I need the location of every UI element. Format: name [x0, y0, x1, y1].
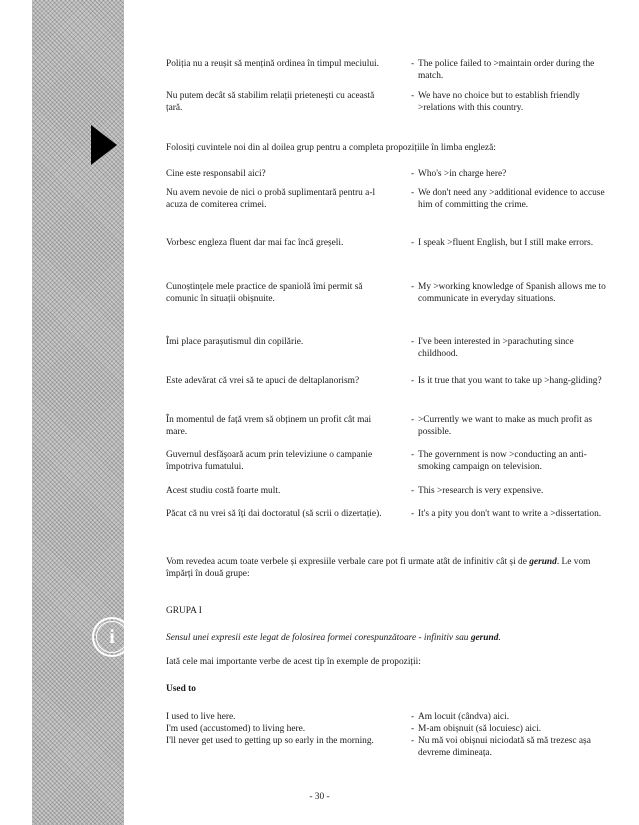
- english-sentence: - Who's >in charge here?: [411, 169, 507, 179]
- english-sentence: - I speak >fluent English, but I still make errors.: [411, 238, 594, 248]
- romanian-sentence: Acest studiu costă foarte mult.: [166, 486, 281, 496]
- romanian-sentence: Îmi place parașutismul din copilărie.: [166, 337, 304, 347]
- english-example: I used to live here.: [166, 712, 236, 722]
- english-sentence: - We have no choice but to establish friendly >relations with this country.: [411, 91, 580, 113]
- english-sentence: - My >working knowledge of Spanish allows me to communicate in everyday situations.: [411, 282, 606, 304]
- used-to-heading: Used to: [166, 684, 196, 694]
- review-paragraph: Vom revedea acum toate verbele și expresiile verbale care pot fi urmate atât de infinitiv cât și de gerund. Le vom împărți în două grupe:: [166, 557, 591, 579]
- english-sentence: - The police failed to >maintain order during the match.: [411, 59, 595, 81]
- romanian-sentence: Poliția nu a reușit să mențină ordinea în timpul meciului.: [166, 59, 379, 69]
- english-sentence: - This >research is very expensive.: [411, 486, 544, 496]
- info-icon: i: [92, 617, 132, 657]
- romanian-translation: - M-am obișnuit (să locuiesc) aici.: [411, 724, 542, 734]
- english-example: I'll never get used to getting up so early in the morning.: [166, 736, 374, 746]
- romanian-sentence: Guvernul desfășoară acum prin televiziune o campanie împotriva fumatului.: [166, 450, 373, 472]
- romanian-sentence: Păcat că nu vrei să îți dai doctoratul (să scrii o dizertație).: [166, 509, 382, 519]
- romanian-sentence: În momentul de față vrem să obținem un profit cât mai mare.: [166, 415, 372, 437]
- romanian-translation: - Nu mă voi obișnui niciodată să mă trezesc așa devreme dimineața.: [411, 736, 591, 758]
- english-sentence: - >Currently we want to make as much profit as possible.: [411, 415, 592, 437]
- english-sentence: - Is it true that you want to take up >hang-gliding?: [411, 376, 602, 386]
- romanian-sentence: Este adevărat că vrei să te apuci de deltaplanorism?: [166, 376, 360, 386]
- english-sentence: - The government is now >conducting an anti-smoking campaign on television.: [411, 450, 587, 472]
- english-example: I'm used (accustomed) to living here.: [166, 724, 306, 734]
- english-sentence: - We don't need any >additional evidence to accuse him of committing the crime.: [411, 188, 605, 210]
- decorative-side-band: [32, 0, 124, 825]
- english-sentence: - It's a pity you don't want to write a >dissertation.: [411, 509, 602, 519]
- romanian-sentence: Vorbesc engleza fluent dar mai fac încă greșeli.: [166, 238, 344, 248]
- page-number: - 30 -: [309, 792, 330, 802]
- romanian-sentence: Nu putem decât să stabilim relații prietenești cu această țară.: [166, 91, 375, 113]
- english-sentence: - I've been interested in >parachuting since childhood.: [411, 337, 574, 359]
- group-description: Sensul unei expresii este legat de folosirea formei corespunzătoare - infinitiv sau gerund.: [166, 633, 501, 643]
- arrow-pointer-icon: [91, 125, 117, 165]
- romanian-sentence: Cunoștințele mele practice de spaniolă îmi permit să comunic în situații obișnuite.: [166, 282, 363, 304]
- romanian-translation: - Am locuit (cândva) aici.: [411, 712, 510, 722]
- examples-intro: Iată cele mai importante verbe de acest tip în exemple de propoziții:: [166, 657, 421, 667]
- group-heading: GRUPA I: [166, 606, 202, 616]
- romanian-sentence: Cine este responsabil aici?: [166, 169, 266, 179]
- exercise-instruction: Folosiți cuvintele noi din al doilea grup pentru a completa propozițiile în limba engleză:: [166, 143, 496, 153]
- romanian-sentence: Nu avem nevoie de nici o probă suplimentară pentru a-l acuza de comiterea crimei.: [166, 188, 376, 210]
